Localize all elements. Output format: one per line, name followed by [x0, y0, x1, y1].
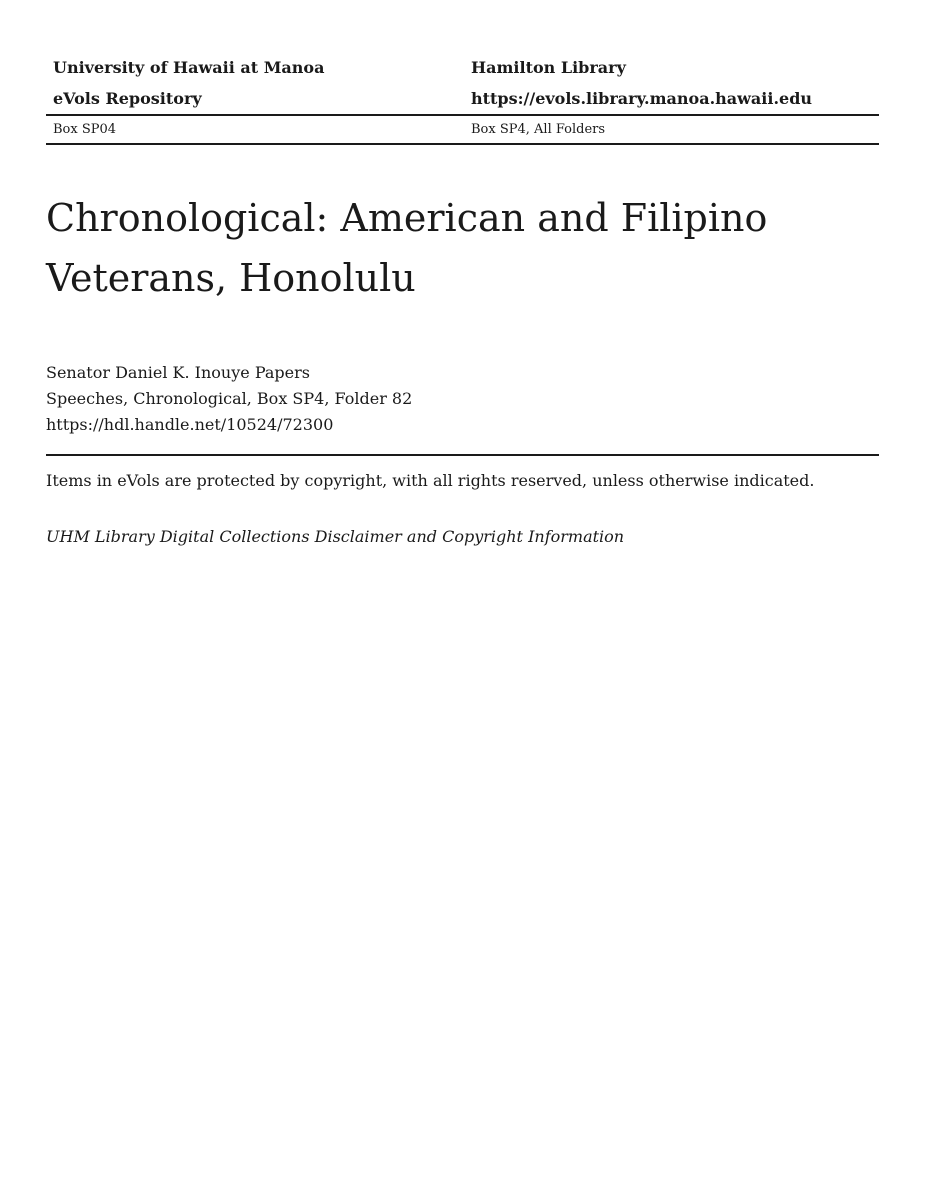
copyright-notice: Items in eVols are protected by copyright, with all rights reserved, unless otherwise indicated.	[46, 471, 815, 490]
header-row-2	[46, 83, 879, 114]
header-divider-bottom	[46, 143, 879, 145]
header-row-1	[46, 52, 879, 83]
series-info: Speeches, Chronological, Box SP4, Folder 82	[46, 389, 413, 408]
box-label-left: Box SP04	[53, 122, 117, 137]
document-title: Chronological: American and Filipino Veterans, Honolulu	[46, 196, 768, 300]
repository-url[interactable]: https://evols.library.manoa.hawaii.edu	[471, 89, 813, 108]
header-row-3	[46, 116, 879, 143]
header-table	[46, 52, 879, 145]
collection-name: Senator Daniel K. Inouye Papers	[46, 363, 310, 382]
disclaimer-link[interactable]: UHM Library Digital Collections Disclaimer and Copyright Information	[46, 527, 625, 546]
document-metadata	[46, 360, 412, 438]
box-label-right: Box SP4, All Folders	[471, 122, 606, 137]
library-name: Hamilton Library	[471, 58, 626, 77]
institution-name: University of Hawaii at Manoa	[53, 58, 325, 77]
content-divider	[46, 454, 879, 456]
repository-name: eVols Repository	[53, 89, 202, 108]
handle-link[interactable]: https://hdl.handle.net/10524/72300	[46, 415, 334, 434]
